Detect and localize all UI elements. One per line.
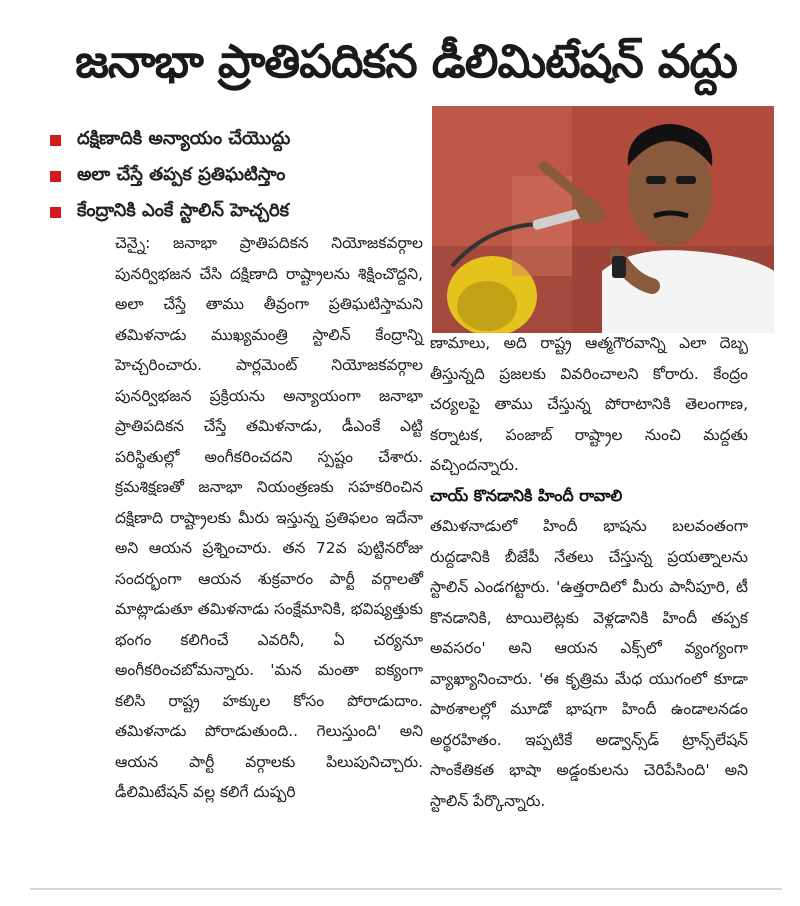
speaker-illustration	[432, 106, 774, 333]
article-column-right	[430, 328, 748, 816]
article-column-left	[115, 228, 423, 808]
bullet-square-icon	[50, 171, 61, 182]
bottom-rule	[30, 889, 782, 890]
bullet-square-icon	[50, 207, 61, 218]
speaker-photo	[432, 106, 774, 333]
highlight-item	[50, 158, 430, 194]
headline: జనాభా ప్రాతిపదికన డీలిమిటేషన్ వద్దు	[75, 34, 737, 88]
bullet-square-icon	[50, 135, 61, 146]
highlight-text: దక్షిణాదికి అన్యాయం చేయొద్దు	[77, 127, 291, 149]
paragraph: తమిళనాడులో హిందీ భాషను బలవంతంగా రుద్దడానికి బీజేపీ నేతలు చేస్తున్న ప్రయత్నాలను స్టాలిన్ ఎండగట్టారు. 'ఉత్తరాదిలో మీరు పానీపూరి, టీ కొనడానికి, టాయిలెట్లకు వెళ్లడానికి హిందీ తప్పక అవసరం' అని ఆయన ఎక్స్‌లో వ్యంగ్యంగా వ్యాఖ్యానించారు. 'ఈ కృత్రిమ మేధ యుగంలో కూడా పాఠశాలల్లో మూడో భాషగా హిందీ ఉండాలనడం అర్థరహితం. ఇప్పటికే అడ్వాన్స్‌డ్ ట్రాన్స్‌లేషన్ సాంకేతికత భాషా అడ్డంకులను చెరిపేసింది' అని స్టాలిన్ పేర్కొన్నారు.	[430, 517, 748, 810]
paragraph: ణామాలు, అది రాష్ట్ర ఆత్మగౌరవాన్ని ఎలా దెబ్బ తీస్తున్నది ప్రజలకు వివరించాలని కోరారు. కేంద్రం చర్యలపై తాము చేస్తున్న పోరాటానికి తెలంగాణ, కర్నాటక, పంజాబ్ రాష్ట్రాల నుంచి మద్దతు వచ్చిందన్నారు.	[430, 334, 748, 474]
highlight-text: అలా చేస్తే తప్పక ప్రతిఘటిస్తాం	[77, 163, 286, 185]
highlights-list	[50, 122, 430, 230]
highlight-text: కేంద్రానికి ఎంకే స్టాలిన్ హెచ్చరిక	[77, 199, 290, 221]
section-subhead: చాయ్ కొనడానికి హిందీ రావాలి	[430, 485, 623, 505]
paragraph: చెన్నై: జనాభా ప్రాతిపదికన నియోజకవర్గాల పునర్విభజన చేసి దక్షిణాది రాష్ట్రాలను శిక్షించొద్దని, అలా చేస్తే తాము తీవ్రంగా ప్రతిఘటిస్తామని తమిళనాడు ముఖ్యమంత్రి స్టాలిన్ కేంద్రాన్ని హెచ్చరించారు. పార్లమెంట్ నియోజకవర్గాల పునర్విభజన ప్రక్రియను అన్యాయంగా జనాభా ప్రాతిపదికన చేస్తే తమిళనాడు, డీఎంకే ఎట్టి పరిస్థితుల్లో అంగీకరించదని స్పష్టం చేశారు. క్రమశిక్షణతో జనాభా నియంత్రణకు సహకరించిన దక్షిణాది రాష్ట్రాలకు మీరు ఇస్తున్న ప్రతిఫలం ఇదేనా అని ఆయన ప్రశ్నించారు. తన 72వ పుట్టినరోజు సందర్భంగా ఆయన శుక్రవారం పార్టీ వర్గాలతో మాట్లాడుతూ తమిళనాడు సంక్షేమానికి, భవిష్యత్తుకు భంగం కలిగించే ఎవరినీ, ఏ చర్యనూ అంగీకరించబోమన్నారు. 'మన మంతా ఐక్యంగా కలిసి రాష్ట్ర హక్కుల కోసం పోరాడుదాం. తమిళనాడు పోరాడుతుంది.. గెలుస్తుంది' అని ఆయన పార్టీ వర్గాలకు పిలుపునిచ్చారు. డీలిమిటేషన్ వల్ల కలిగే దుష్పరి	[115, 234, 423, 801]
highlight-item	[50, 194, 430, 230]
highlight-item	[50, 122, 430, 158]
